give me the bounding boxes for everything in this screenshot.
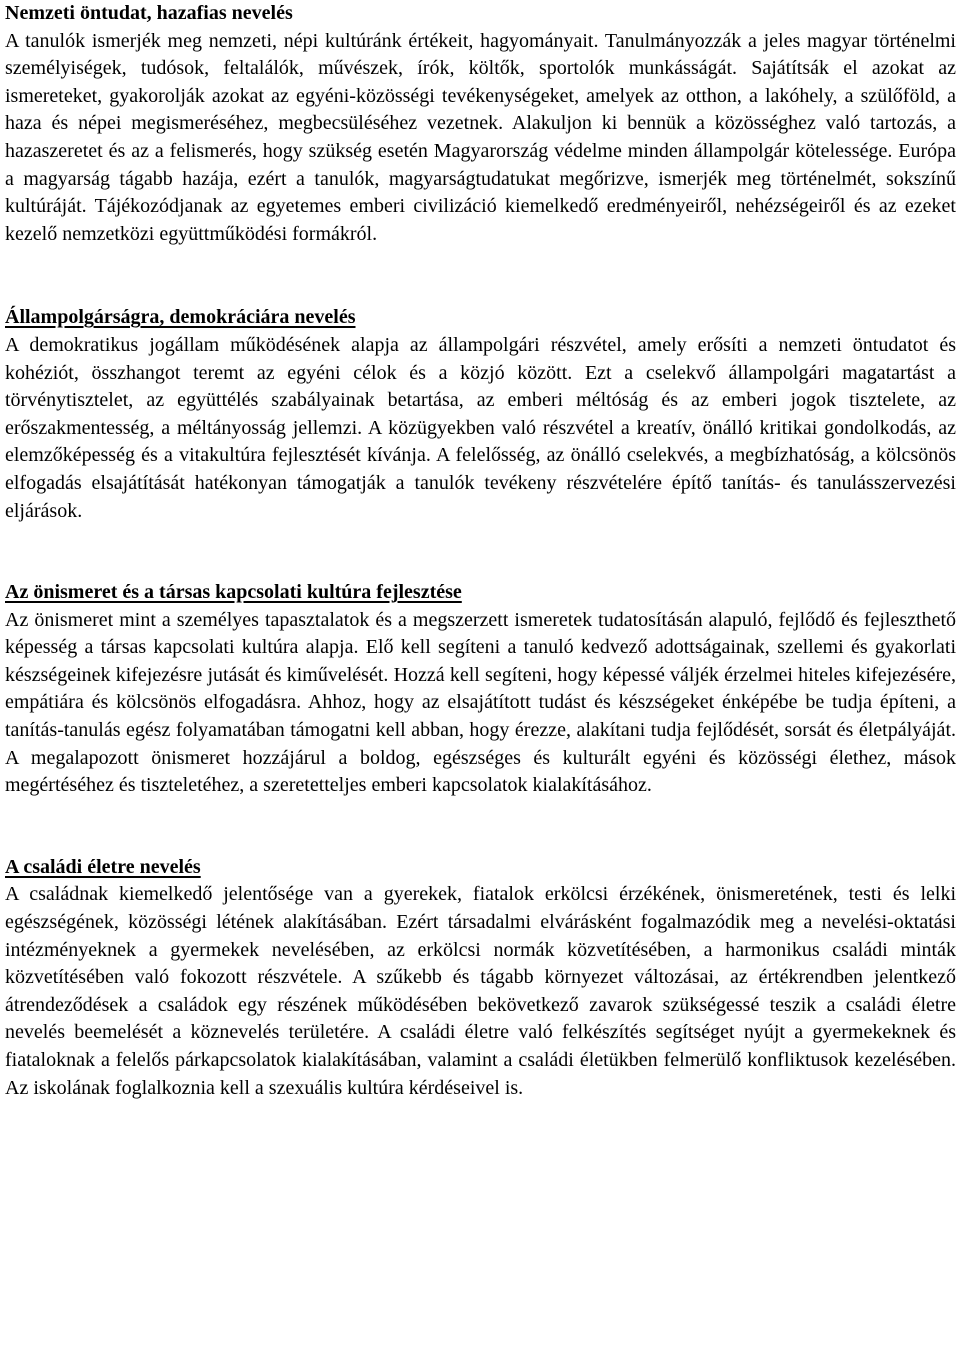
section-heading: Az önismeret és a társas kapcsolati kultúra fejlesztése (5, 581, 462, 604)
section-heading: A családi életre nevelés (5, 855, 201, 878)
section-body: A tanulók ismerjék meg nemzeti, népi kultúránk értékeit, hagyományait. Tanulmányozzák a jeles magyar történelmi személyiségek, tudósok, feltalálók, művészek, írók, költők, sportolók munkásságát. Sajátítsák el azokat az ismereteket, gyakorolják azokat az egyéni-közösségi tevékenységeket, amelyek az otthon, a lakóhely, a szülőföld, a haza és népei megismeréséhez, megbecsüléséhez vezetnek. Alakuljon ki bennük a közösséghez való tartozás, a hazaszeretet és az a felismerés, hogy szükség esetén Magyarország védelme minden állampolgár kötelessége. Európa a magyarság tágabb hazája, ezért a tanulók, magyarságtudatukat megőrizve, ismerjék meg történelmét, sokszínű kultúráját. Tájékozódjanak az egyetemes emberi civilizáció kiemelkedő eredményeiről, nehézségeiről és az ezeket kezelő nemzetközi együttműködési formákról. (5, 29, 956, 245)
section-heading: Nemzeti öntudat, hazafias nevelés (5, 2, 293, 24)
section-body: Az önismeret mint a személyes tapasztalatok és a megszerzett ismeretek tudatosításán alapuló, fejlődő és fejleszthető képesség a társas kapcsolati kultúra alapja. Elő kell segíteni a tanuló kedvező adottságainak, szellemi és gyakorlati készségeinek kifejezésre jutását és kiművelését. Hozzá kell segíteni, hogy képessé váljék érzelmei hiteles kifejezésére, empátiára és kölcsönös elfogadásra. Ahhoz, hogy az elsajátított tudást és készségeket énképébe be tudja építeni, a tanítás-tanulás egész folyamatában támogatni kell abban, hogy érezze, alakítani tudja fejlődését, sorsát és életpályáját. A megalapozott önismeret hozzájárul a boldog, egészséges és kulturált egyéni és közösségi élethez, mások megértéséhez és tiszteletéhez, a szeretetteljes emberi kapcsolatok kialakításához. (5, 608, 956, 797)
section-self-knowledge (5, 579, 956, 800)
section-family-life (5, 854, 956, 1102)
document-page (5, 0, 956, 1102)
section-citizenship (5, 304, 956, 525)
section-body: A demokratikus jogállam működésének alapja az állampolgári részvétel, amely erősíti a nemzeti öntudatot és kohéziót, összhangot teremt az egyéni célok és a közjó között. Ezt a cselekvő állampolgári magatartást a törvénytisztelet, az együttélés szabályainak betartása, az emberi méltóság és az emberi jogok tisztelete, az erőszakmentesség, a méltányosság jellemzi. A közügyekben való részvétel a kreatív, önálló kritikai gondolkodás, az elemzőképesség és a vitakultúra fejlesztését kívánja. A felelősség, az önálló cselekvés, a megbízhatóság, a kölcsönös elfogadás elsajátítását hatékonyan támogatják a tanulók tevékeny részvételére építő tanítás- és tanulásszervezési eljárások. (5, 333, 956, 522)
section-heading: Állampolgárságra, demokráciára nevelés (5, 306, 356, 329)
section-national-identity (5, 0, 956, 248)
section-body: A családnak kiemelkedő jelentősége van a gyerekek, fiatalok erkölcsi érzékének, önismeretének, testi és lelki egészségének, közösségi létének alakításában. Ezért társadalmi elvárásként fogalmazódik meg a nevelési-oktatási intézményeknek a gyermekek nevelésében, az erkölcsi normák közvetítésében, a harmonikus családi minták közvetítésében való fokozott részvétele. A szűkebb és tágabb környezet változásai, az értékrendben jelentkező átrendeződések a családok egy részének működésében bekövetkező zavarok szükségessé teszik a családi életre nevelés beemelését a köznevelés területére. A családi életre való felkészítés segítséget nyújt a gyermekeknek és fiataloknak a felelős párkapcsolatok kialakításában, valamint a családi életükben felmerülő konfliktusok kezelésében. Az iskolának foglalkoznia kell a szexuális kultúra kérdéseivel is. (5, 883, 956, 1099)
